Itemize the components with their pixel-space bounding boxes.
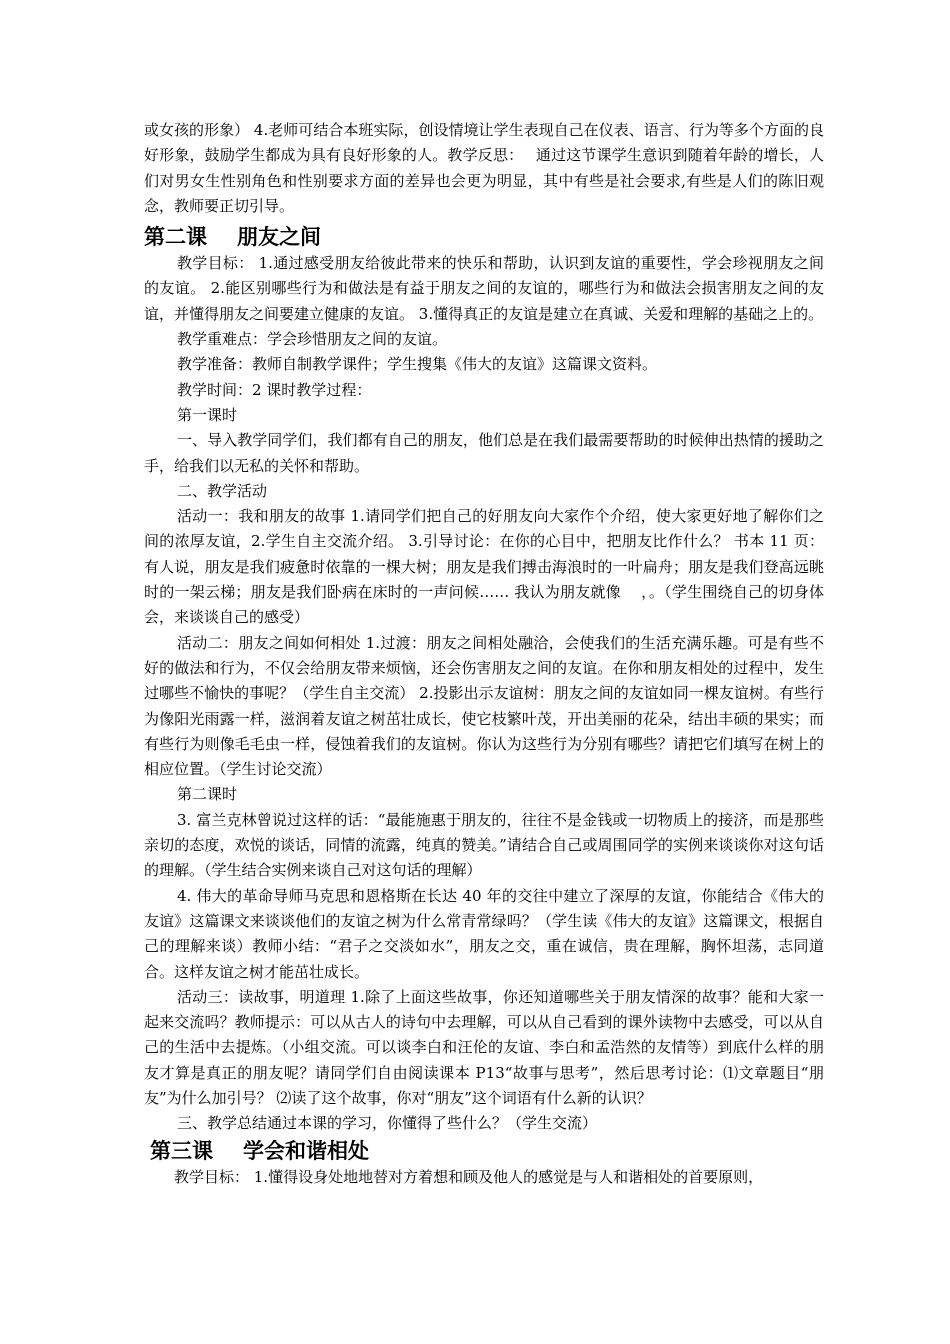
lesson-2-heading [144, 223, 824, 251]
lesson-3-title: 学会和谐相处 [243, 1138, 369, 1163]
lesson-2-title: 朋友之间 [237, 225, 321, 250]
lesson-2-item-3: 3. 富兰克林曾说过这样的话：“最能施惠于朋友的，往往不是金钱或一切物质上的接济，而是那些亲切的态度，欢悦的谈话，同情的流露，纯真的赞美。”请结合自己或周围同学的实例来谈谈你对这句话的理解。（学生结合实例来谈自己对这句话的理解） [144, 810, 824, 880]
lesson-2-objectives: 教学目标： 1.通过感受朋友给彼此带来的快乐和帮助，认识到友谊的重要性，学会珍视朋友之间的友谊。 2.能区别哪些行为和做法是有益于朋友之间的友谊的，哪些行为和做法会损害朋友之间的友谊，并懂得朋友之间要建立健康的友谊。 3.懂得真正的友谊是建立在真诚、关爱和理解的基础之上的。 [144, 254, 824, 323]
lesson-2-intro: 一、导入教学同学们，我们都有自己的朋友，他们总是在我们最需要帮助的时候伸出热情的援助之手，给我们以无私的关怀和帮助。 [144, 431, 824, 475]
lesson-2-activity-2: 活动二：朋友之间如何相处 1.过渡：朋友之间相处融洽，会使我们的生活充满乐趣。可是有些不好的做法和行为，不仅会给朋友带来烦恼，还会伤害朋友之间的友谊。在你和朋友相处的过程中，发生过哪些不愉快的事呢？（学生自主交流） 2.投影出示友谊树：朋友之间的友谊如同一棵友谊树。有些行为像阳光雨露一样，滋润着友谊之树茁壮成长，使它枝繁叶茂，开出美丽的花朵，结出丰硕的果实；而有些行为则像毛毛虫一样，侵蚀着我们的友谊树。你认为这些行为分别有哪些？请把它们填写在树上的相应位置。（学生讨论交流） [144, 633, 824, 779]
lesson-3-heading [150, 1137, 824, 1165]
intro-paragraph: 或女孩的形象） 4.老师可结合本班实际，创设情境让学生表现自己在仪表、语言、行为等多个方面的良好形象，鼓励学生都成为具有良好形象的人。教学反思： 通过这节课学生意识到随着年龄的增长，人们对男女生性别角色和性别要求方面的差异也会更为明显，其中有些是社会要求,有些是人们的陈旧观念，教师要正切引导。 [144, 121, 824, 215]
lesson-2-preparation: 教学准备：教师自制教学课件；学生搜集《伟大的友谊》这篇课文资料。 [177, 355, 658, 374]
lesson-2-activity-3: 活动三：读故事，明道理 1.除了上面这些故事，你还知道哪些关于朋友情深的故事？能和大家一起来交流吗？教师提示：可以从古人的诗句中去理解，可以从自己看到的课外读物中去感受，可以从自己的生活中去提炼。（小组交流。可以谈李白和汪伦的友谊、李白和孟浩然的友情等）到底什么样的朋友才算是真正的朋友呢？请同学们自由阅读课本 P13“故事与思考”，然后思考讨论：⑴文章题目“朋友”为什么加引号？ ⑵读了这个故事，你对“朋友”这个词语有什么新的认识？ [144, 987, 824, 1107]
lesson-2-time: 教学时间：2 课时教学过程： [177, 380, 372, 399]
lesson-2-activities-heading: 二、教学活动 [177, 481, 268, 500]
lesson-3-number: 第三课 [150, 1138, 213, 1163]
lesson-2-number: 第二课 [144, 225, 207, 250]
lesson-3-objectives: 教学目标： 1.懂得设身处地地替对方着想和顾及他人的感觉是与人和谐相处的首要原则， [174, 1167, 764, 1186]
lesson-2-activity-1: 活动一：我和朋友的故事 1.请同学们把自己的好朋友向大家作个介绍，使大家更好地了解你们之间的浓厚友谊，2.学生自主交流介绍。 3.引导讨论：在你的心目中，把朋友比作什么？ 书本 11 页：有人说，朋友是我们疲惫时依靠的一棵大树；朋友是我们搏击海浪时的一叶扁舟；朋友是我们登高远眺时的一架云梯；朋友是我们卧病在床时的一声问候…… 我认为朋友就像 ，。（学生围绕自己的切身体会，来谈谈自己的感受） [144, 507, 824, 627]
lesson-2-period-2: 第二课时 [177, 785, 238, 804]
lesson-2-period-1: 第一课时 [177, 405, 238, 424]
document-body [144, 118, 824, 1190]
lesson-2-summary: 三、教学总结通过本课的学习，你懂得了些什么？（学生交流） [177, 1114, 598, 1133]
lesson-2-key-points: 教学重难点：学会珍惜朋友之间的友谊。 [177, 330, 448, 349]
lesson-2-item-4: 4. 伟大的革命导师马克思和恩格斯在长达 40 年的交往中建立了深厚的友谊，你能结合《伟大的友谊》这篇课文来谈谈他们的友谊之树为什么常青常绿吗？（学生读《伟大的友谊》这篇课文，根据自己的理解来谈）教师小结：“君子之交淡如水”，朋友之交，重在诚信，贵在理解，胸怀坦荡，志同道合。这样友谊之树才能茁壮成长。 [144, 886, 824, 981]
